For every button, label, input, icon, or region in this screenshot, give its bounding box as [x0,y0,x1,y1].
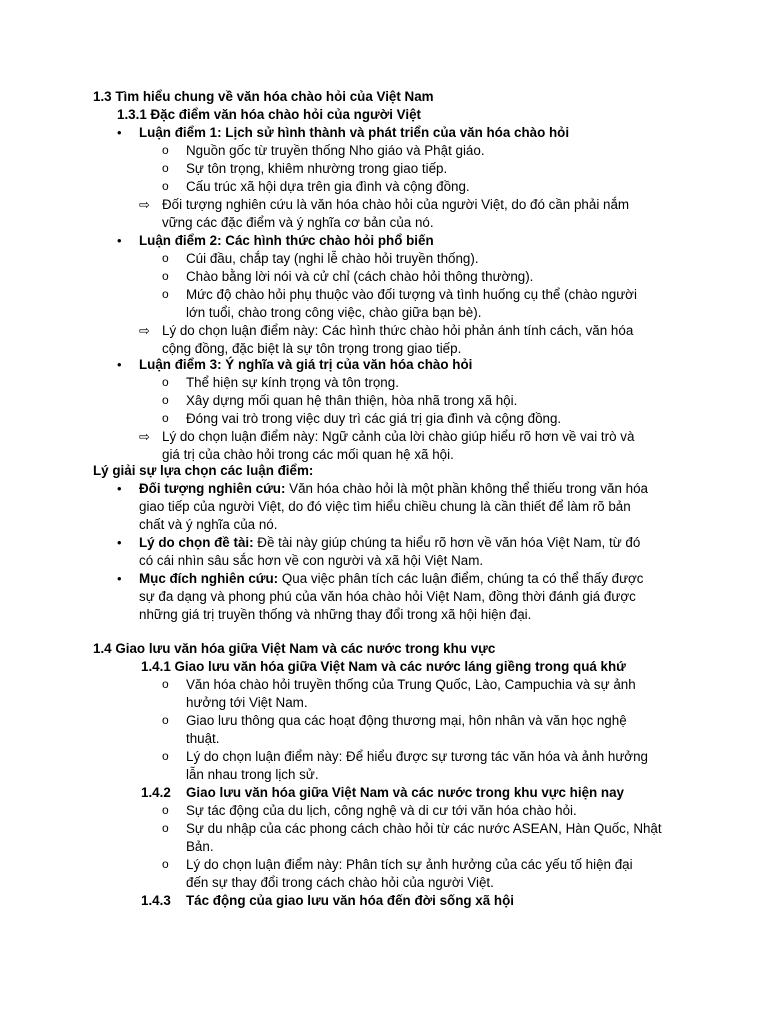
subsection-1-4-1-heading: 1.4.1 Giao lưu văn hóa giữa Việt Nam và các nước láng giềng trong quá khứ [141,659,626,674]
subsection-1-4-3-heading: Tác động của giao lưu văn hóa đến đời sống xã hội [186,893,514,908]
list-item: Cấu trúc xã hội dựa trên gia đình và cộng đồng. [186,179,470,194]
reason-item-continuation: những giá trị truyền thống và những thay đổi trong xã hội hiện đại. [139,607,532,622]
reason-line: Lý do chọn luận điểm này: Các hình thức chào hỏi phản ánh tính cách, văn hóa [162,323,634,338]
reason-line: giá trị của chào hỏi trong các mối quan hệ xã hội. [162,447,454,462]
reason-text: Văn hóa chào hỏi là một phần không thể thiếu trong văn hóa [285,481,648,496]
list-item-continuation: thuật. [186,731,220,746]
list-item: Nguồn gốc từ truyền thống Nho giáo và Phật giáo. [186,143,485,158]
list-item-continuation: Bản. [186,839,214,854]
list-item: Lý do chọn luận điểm này: Phân tích sự ảnh hưởng của các yếu tố hiện đại [186,857,633,872]
circle-bullet-icon: o [162,269,169,283]
circle-bullet-icon: o [162,143,169,157]
list-item: Lý do chọn luận điểm này: Để hiểu được sự tương tác văn hóa và ảnh hưởng [186,749,648,764]
subsection-1-4-2-heading: Giao lưu văn hóa giữa Việt Nam và các nước trong khu vực hiện nay [186,785,624,800]
reason-item-continuation: có cái nhìn sâu sắc hơn về con người và xã hội Việt Nam. [139,553,484,568]
reason-line: cộng đồng, đặc biệt là sự tôn trọng trong giao tiếp. [162,341,462,356]
reason-item [139,570,644,587]
bullet-icon: • [117,571,122,586]
giai-thich-heading: Lý giải sự lựa chọn các luận điểm: [93,463,314,478]
arrow-icon: ⇨ [139,197,150,212]
list-item: Giao lưu thông qua các hoạt động thương mại, hôn nhân và văn học nghệ [186,713,627,728]
list-item: Sự tôn trọng, khiêm nhường trong giao tiếp. [186,161,448,176]
luan-diem-1-title: Luận điểm 1: Lịch sử hình thành và phát triển của văn hóa chào hỏi [139,125,570,140]
luan-diem-2-title: Luận điểm 2: Các hình thức chào hỏi phổ biến [139,233,434,248]
bullet-icon: • [117,357,122,372]
section-1-4-heading: 1.4 Giao lưu văn hóa giữa Việt Nam và các nước trong khu vực [93,641,496,656]
list-item-continuation: hưởng tới Việt Nam. [186,695,308,710]
circle-bullet-icon: o [162,287,169,301]
circle-bullet-icon: o [162,749,169,763]
reason-label: Mục đích nghiên cứu: [139,571,279,586]
circle-bullet-icon: o [162,393,169,407]
circle-bullet-icon: o [162,375,169,389]
list-item: Xây dựng mối quan hệ thân thiện, hòa nhã trong xã hội. [186,393,518,408]
list-item: Mức độ chào hỏi phụ thuộc vào đối tượng và tình huống cụ thể (chào người [186,287,637,302]
circle-bullet-icon: o [162,411,169,425]
circle-bullet-icon: o [162,803,169,817]
reason-label: Lý do chọn đề tài: [139,535,254,550]
circle-bullet-icon: o [162,161,169,175]
list-item: Sự du nhập của các phong cách chào hỏi từ các nước ASEAN, Hàn Quốc, Nhật [186,821,662,836]
bullet-icon: • [117,125,122,140]
subsection-1-3-1-heading: 1.3.1 Đặc điểm văn hóa chào hỏi của người Việt [117,107,421,122]
circle-bullet-icon: o [162,179,169,193]
bullet-icon: • [117,481,122,496]
reason-item [139,534,640,551]
reason-text: Qua việc phân tích các luận điểm, chúng ta có thể thấy được [278,571,644,586]
reason-item-continuation: sự đa dạng và phong phú của văn hóa chào hỏi Việt Nam, đồng thời đánh giá được [139,589,636,604]
list-item: Văn hóa chào hỏi truyền thống của Trung Quốc, Lào, Campuchia và sự ảnh [186,677,636,692]
circle-bullet-icon: o [162,821,169,835]
list-item-continuation: đến sự thay đổi trong cách chào hỏi của người Việt. [186,875,494,890]
reason-line: Lý do chọn luận điểm này: Ngữ cảnh của lời chào giúp hiểu rõ hơn về vai trò và [162,429,635,444]
list-item: Cúi đầu, chắp tay (nghi lễ chào hỏi truyền thống). [186,251,479,266]
circle-bullet-icon: o [162,677,169,691]
bullet-icon: • [117,535,122,550]
subsection-1-4-3-number: 1.4.3 [141,893,171,908]
reason-label: Đối tượng nghiên cứu: [139,481,286,496]
luan-diem-3-title: Luận điểm 3: Ý nghĩa và giá trị của văn hóa chào hỏi [139,357,473,372]
bullet-icon: • [117,233,122,248]
circle-bullet-icon: o [162,713,169,727]
list-item: Đóng vai trò trong việc duy trì các giá trị gia đình và cộng đồng. [186,411,562,426]
list-item-continuation: lớn tuổi, chào trong công việc, chào giữa bạn bè). [186,305,482,320]
reason-line: vững các đặc điểm và ý nghĩa cơ bản của nó. [162,215,434,230]
subsection-1-4-2-number: 1.4.2 [141,785,171,800]
reason-text: Đề tài này giúp chúng ta hiểu rõ hơn về văn hóa Việt Nam, từ đó [253,535,641,550]
circle-bullet-icon: o [162,251,169,265]
list-item-continuation: lẫn nhau trong lịch sử. [186,767,319,782]
arrow-icon: ⇨ [139,323,150,338]
section-1-3-heading: 1.3 Tìm hiểu chung về văn hóa chào hỏi của Việt Nam [93,89,434,104]
reason-item [139,480,648,497]
reason-item-continuation: giao tiếp của người Việt, do đó việc tìm hiểu chiều chung là cần thiết để làm rõ bản [139,499,631,514]
list-item: Sự tác động của du lịch, công nghệ và di cư tới văn hóa chào hỏi. [186,803,577,818]
circle-bullet-icon: o [162,857,169,871]
reason-item-continuation: chất và ý nghĩa của nó. [139,517,278,532]
reason-line: Đối tượng nghiên cứu là văn hóa chào hỏi của người Việt, do đó cần phải nắm [162,197,630,212]
arrow-icon: ⇨ [139,429,150,444]
list-item: Chào bằng lời nói và cử chỉ (cách chào hỏi thông thường). [186,269,534,284]
list-item: Thể hiện sự kính trọng và tôn trọng. [186,375,399,390]
